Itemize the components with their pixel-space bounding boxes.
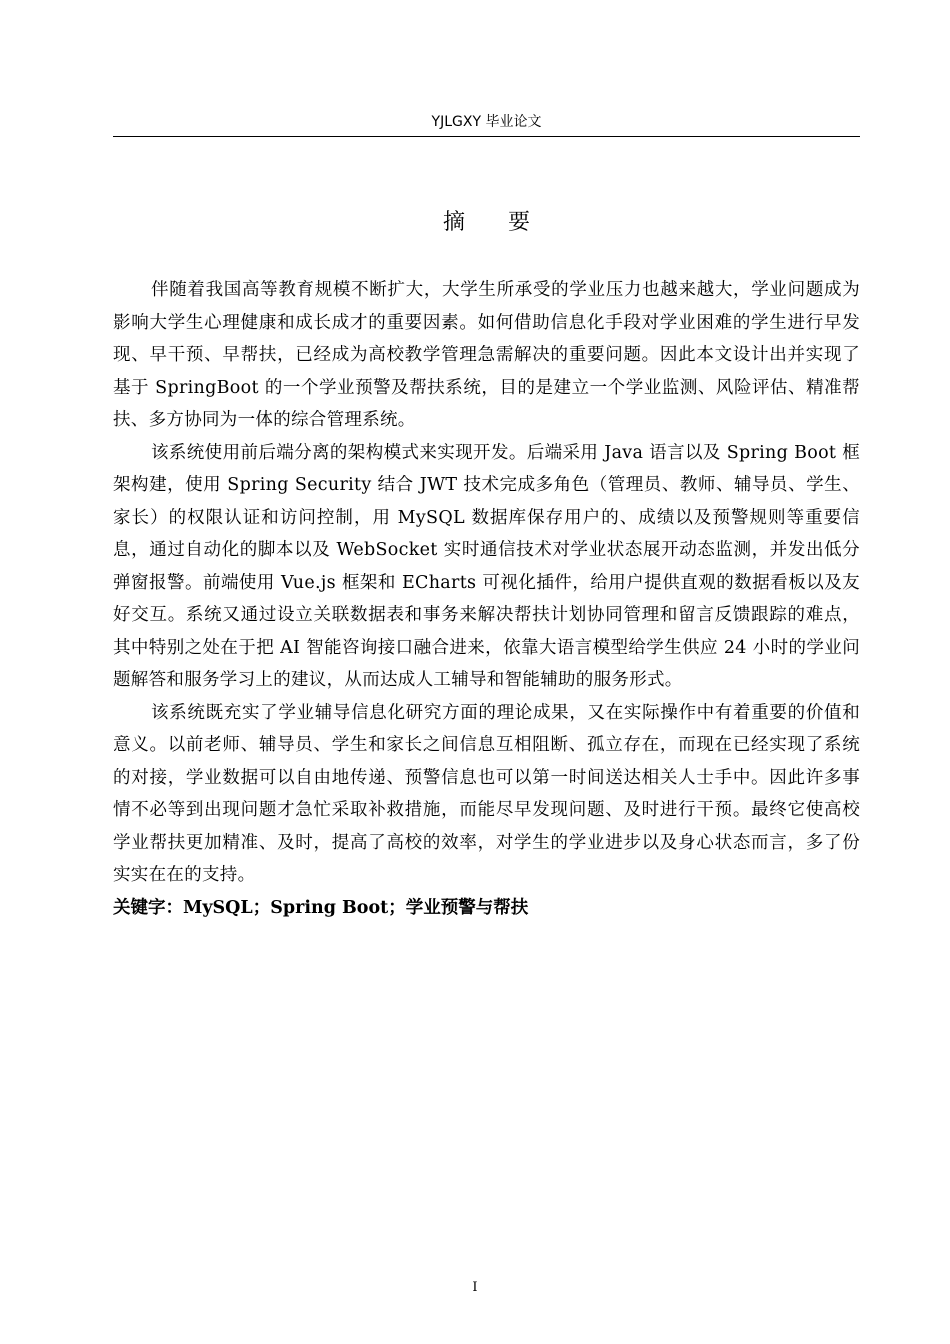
abstract-title: 摘 要 <box>443 210 548 235</box>
abstract-paragraph-3: 该系统既充实了学业辅导信息化研究方面的理论成果，又在实际操作中有着重要的价值和意义。以前老师、辅导员、学生和家长之间信息互相阻断、孤立存在，而现在已经实现了系统的对接，学业数据可以自由地传递、预警信息也可以第一时间送达相关人士手中。因此许多事情不必等到出现问题才急忙采取补救措施，而能尽早发现问题、及时进行干预。最终它使高校学业帮扶更加精准、及时，提高了高校的效率，对学生的学业进步以及身心状态而言，多了份实实在在的支持。 <box>113 702 860 885</box>
page-number: I <box>472 1280 478 1295</box>
abstract-paragraph-1: 伴随着我国高等教育规模不断扩大，大学生所承受的学业压力也越来越大，学业问题成为影响大学生心理健康和成长成才的重要因素。如何借助信息化手段对学业困难的学生进行早发现、早干预、早帮扶，已经成为高校教学管理急需解决的重要问题。因此本文设计出并实现了基于 SpringBoot 的一个学业预警及帮扶系统，目的是建立一个学业监测、风险评估、精准帮扶、多方协同为一体的综合管理系统。 <box>113 280 860 430</box>
header-text: YJLGXY 毕业论文 <box>431 114 542 130</box>
abstract-paragraph-2: 该系统使用前后端分离的架构模式来实现开发。后端采用 Java 语言以及 Spring Boot 框架构建，使用 Spring Security 结合 JWT 技术完成多角色（管理员、教师、辅导员、学生、家长）的权限认证和访问控制，用 MySQL 数据库保存用户的、成绩以及预警规则等重要信息，通过自动化的脚本以及 WebSocket 实时通信技术对学业状态展开动态监测，并发出低分弹窗报警。前端使用 Vue.js 框架和 ECharts 可视化插件，给用户提供直观的数据看板以及友好交互。系统又通过设立关联数据表和事务来解决帮扶计划协同管理和留言反馈跟踪的难点，其中特别之处在于把 AI 智能咨询接口融合进来，依靠大语言模型给学生供应 24 小时的学业问题解答和服务学习上的建议，从而达成人工辅导和智能辅助的服务形式。 <box>113 442 860 690</box>
page-header <box>113 108 860 137</box>
keywords-line: 关键字：MySQL；Spring Boot；学业预警与帮扶 <box>113 897 529 918</box>
abstract-body <box>113 274 860 924</box>
